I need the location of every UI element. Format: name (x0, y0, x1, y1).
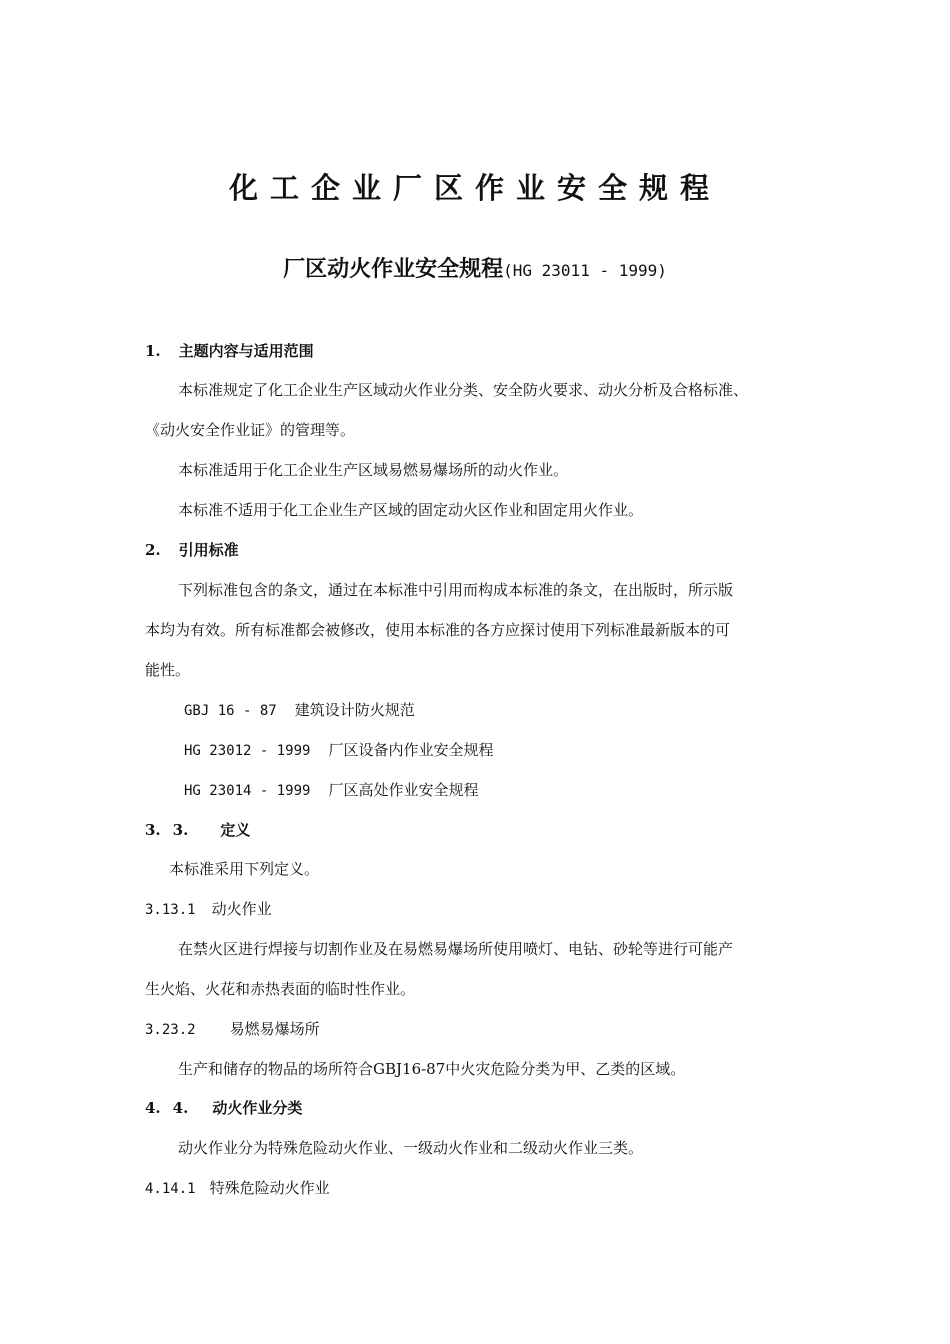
definition-1-line-1: 在禁火区进行焊接与切割作业及在易燃易爆场所使用喷灯、电钻、砂轮等进行可能产 (178, 940, 734, 958)
definition-2-title: 易燃易爆场所 (229, 1020, 320, 1038)
reference-code: HG 23012 - 1999 (184, 743, 311, 759)
subtitle-text: 厂区动火作业安全规程 (283, 256, 504, 282)
section-4-title: 动火作业分类 (212, 1099, 303, 1117)
section-2-heading (145, 540, 239, 560)
section-1-para-1-line-2: 《动火安全作业证》的管理等。 (145, 421, 356, 439)
section-4-heading (145, 1098, 302, 1118)
section-1-para-3: 本标准不适用于化工企业生产区域的固定动火区作业和固定用火作业。 (178, 501, 644, 519)
subtitle-code: (HG 23011 - 1999) (503, 261, 667, 280)
document-title: 化工企业厂区作业安全规程 (228, 171, 721, 205)
section-4-number-repeat: 4. (172, 1099, 189, 1117)
definition-1-title: 动火作业 (211, 900, 272, 918)
reference-name: 建筑设计防火规范 (294, 701, 415, 719)
section-4-para-1: 动火作业分为特殊危险动火作业、一级动火作业和二级动火作业三类。 (178, 1139, 644, 1157)
definition-2-number: 3.23.2 (145, 1022, 196, 1038)
reference-name: 厂区高处作业安全规程 (328, 781, 479, 799)
section-3-number-repeat: 3. (172, 821, 189, 839)
section-3-title: 定义 (220, 821, 251, 839)
section-4-number: 4. (145, 1099, 161, 1117)
reference-name: 厂区设备内作业安全规程 (328, 741, 494, 759)
reference-code: HG 23014 - 1999 (184, 783, 311, 799)
section-3-heading (145, 820, 250, 840)
definition-3-title: 特殊危险动火作业 (209, 1179, 330, 1197)
reference-item (184, 740, 493, 761)
definition-2-heading (145, 1019, 320, 1040)
reference-item (184, 700, 415, 721)
section-1-para-2: 本标准适用于化工企业生产区域易燃易爆场所的动火作业。 (178, 461, 569, 479)
section-2-number: 2. (145, 541, 161, 559)
section-1-para-1-line-1: 本标准规定了化工企业生产区域动火作业分类、安全防火要求、动火分析及合格标准、 (178, 381, 749, 399)
definition-3-number: 4.14.1 (145, 1181, 196, 1197)
section-1-title: 主题内容与适用范围 (178, 342, 314, 360)
definition-1-line-2: 生火焰、火花和赤热表面的临时性作业。 (145, 980, 416, 998)
reference-code: GBJ 16 - 87 (184, 703, 277, 719)
section-2-para-1-line-1: 下列标准包含的条文，通过在本标准中引用而构成本标准的条文，在出版时，所示版 (178, 581, 734, 599)
section-2-title: 引用标准 (178, 541, 239, 559)
section-3-number: 3. (145, 821, 161, 839)
section-2-para-1-line-3: 能性。 (145, 661, 191, 679)
document-subtitle (0, 254, 950, 286)
definition-2-line-1: 生产和储存的物品的场所符合GBJ16-87中火灾危险分类为甲、乙类的区域。 (178, 1060, 686, 1078)
reference-item (184, 780, 478, 801)
definition-1-heading (145, 899, 272, 920)
section-2-para-1-line-2: 本均为有效。所有标准都会被修改，使用本标准的各方应探讨使用下列标准最新版本的可 (145, 621, 731, 639)
section-3-para-1: 本标准采用下列定义。 (169, 860, 320, 878)
definition-1-number: 3.13.1 (145, 902, 196, 918)
section-1-heading (145, 341, 314, 361)
definition-3-heading (145, 1178, 330, 1199)
section-1-number: 1. (145, 342, 161, 360)
